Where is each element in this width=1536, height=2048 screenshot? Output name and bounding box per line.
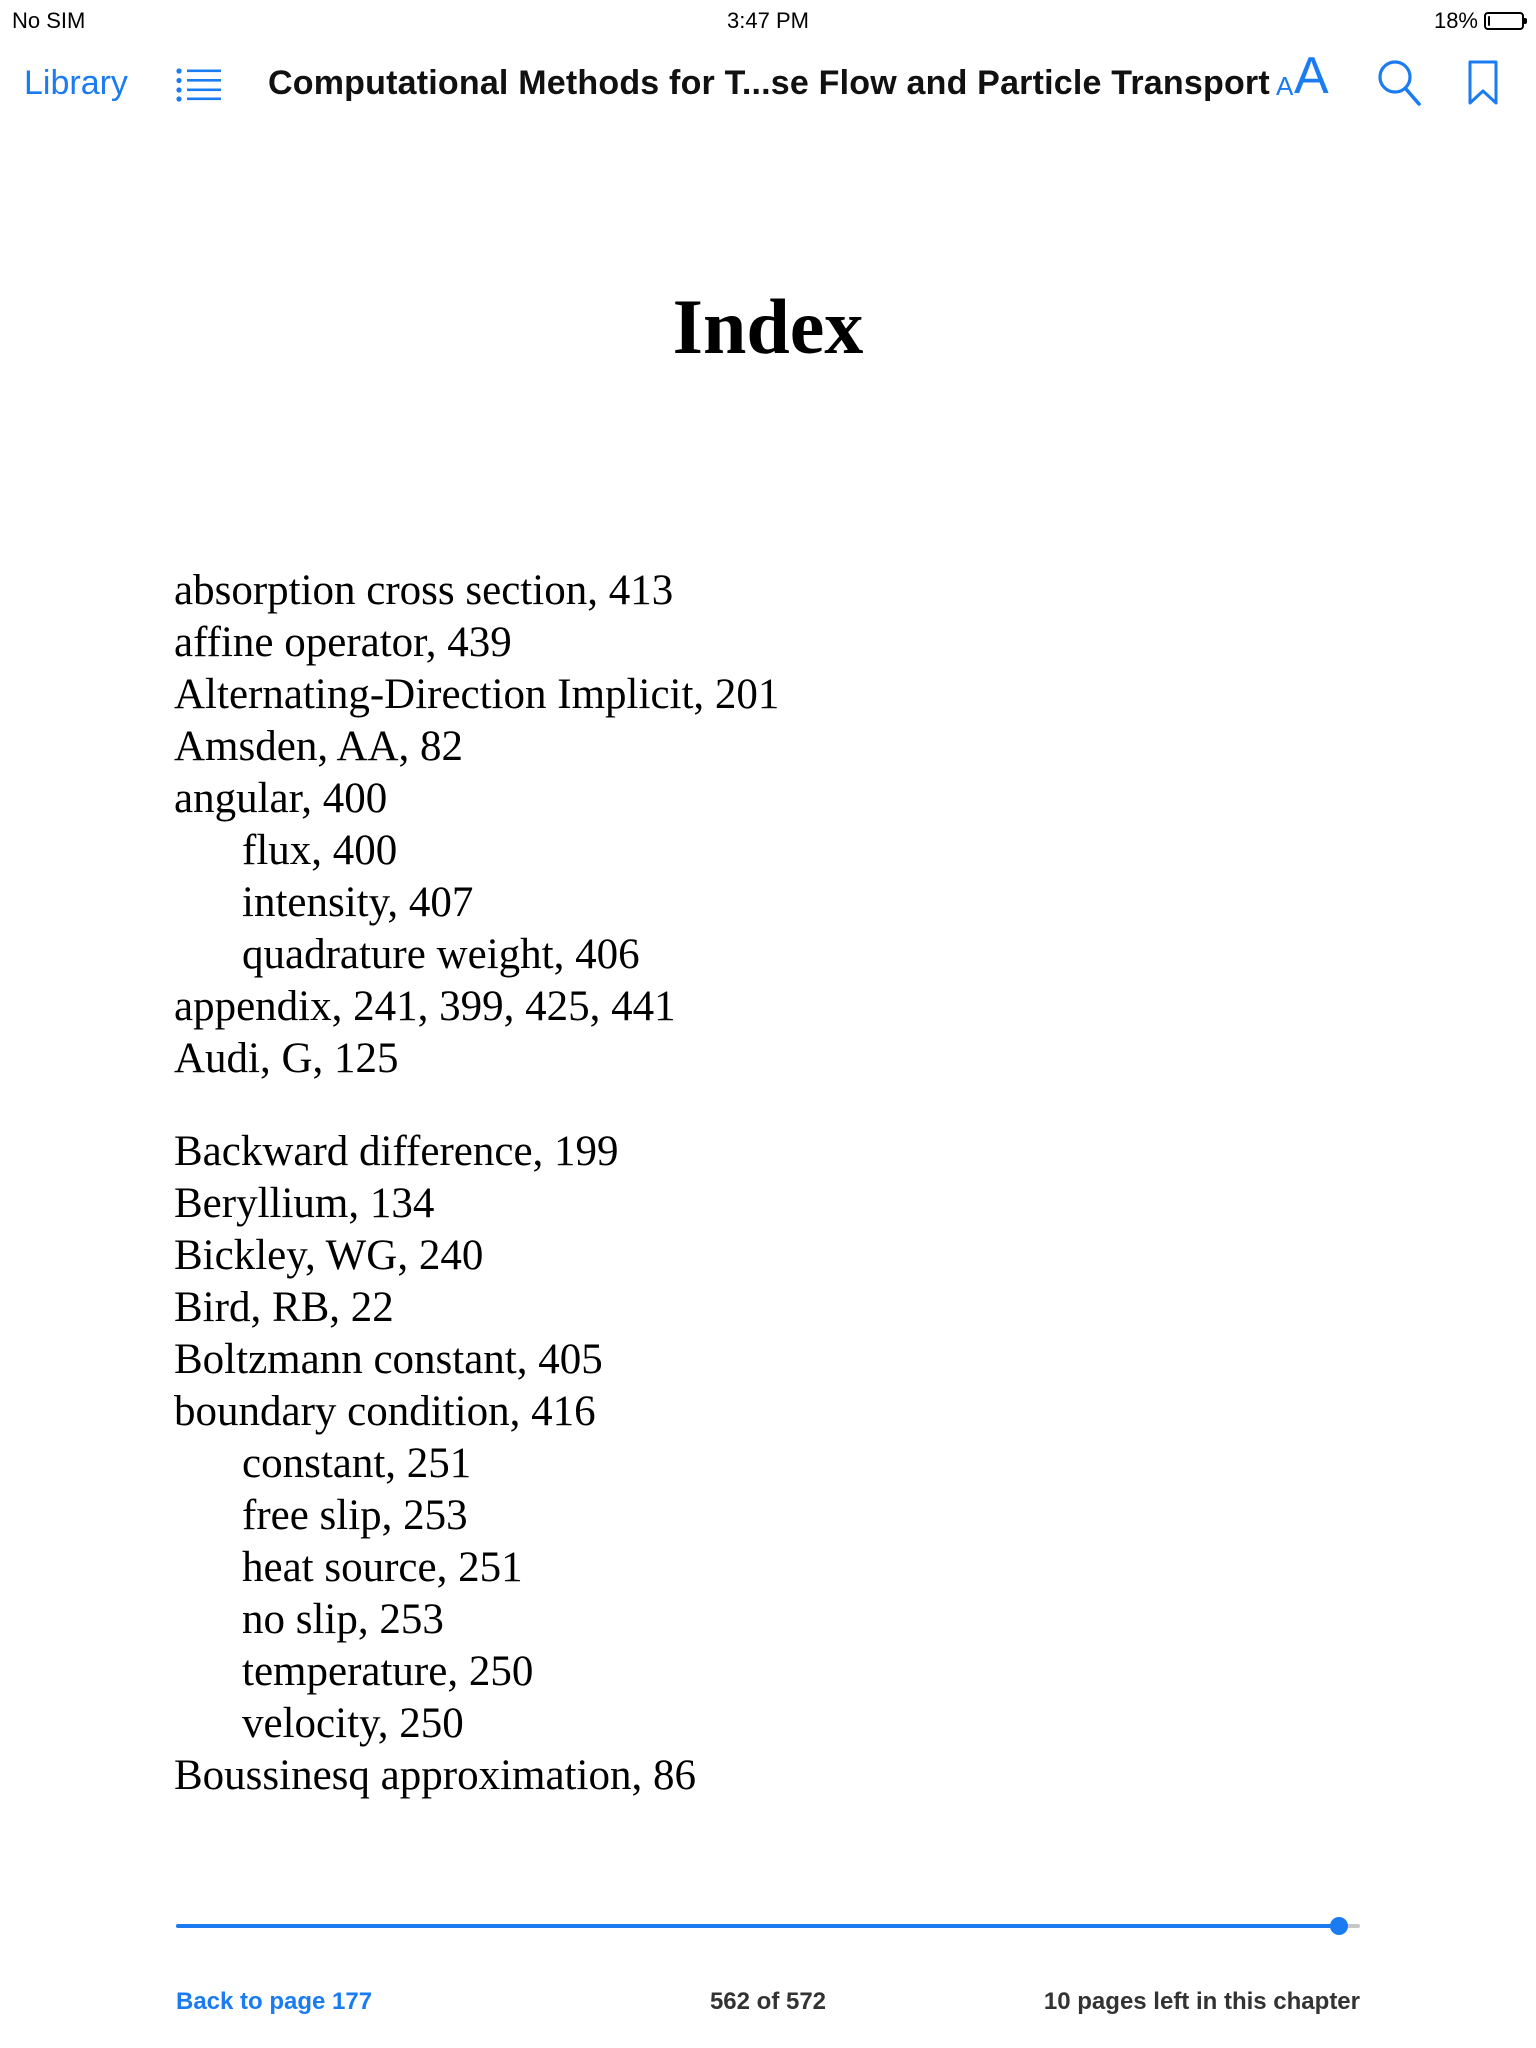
index-subentry: free slip, 253 [242,1492,468,1539]
page-scrubber[interactable] [176,1924,1360,1928]
index-entry: angular, 400 [174,775,388,822]
search-icon[interactable] [1376,58,1422,108]
section-gap [174,1085,1374,1126]
index-subentry: temperature, 250 [242,1648,534,1695]
index-list [174,565,1374,1802]
index-entry: Beryllium, 134 [174,1180,435,1227]
index-subentry: velocity, 250 [242,1700,464,1747]
page-heading: Index [672,283,864,370]
font-large-icon: A [1294,47,1329,105]
battery-fill [1488,16,1490,26]
page-counter: 562 of 572 [709,1988,827,2015]
font-size-button[interactable] [1276,47,1336,108]
index-subentry: no slip, 253 [242,1596,444,1643]
index-entry: appendix, 241, 399, 425, 441 [174,983,676,1030]
status-bar [0,0,1536,40]
battery-icon [1484,12,1524,30]
index-entry: absorption cross section, 413 [174,567,674,614]
reader-footer [0,1988,1536,2024]
carrier-label: No SIM [12,8,86,33]
pages-left-label: 10 pages left in this chapter [1043,1988,1360,2015]
index-subentry: quadrature weight, 406 [242,931,640,978]
index-subentry: heat source, 251 [242,1544,523,1591]
list-icon[interactable] [176,68,222,102]
progress-fill [176,1924,1339,1928]
index-entry: affine operator, 439 [174,619,512,666]
index-entry: Audi, G, 125 [174,1035,399,1082]
reader-toolbar [0,40,1536,130]
library-button[interactable]: Library [24,64,128,102]
bookmark-icon[interactable] [1466,60,1500,106]
back-to-page-button[interactable]: Back to page 177 [176,1988,373,2015]
index-entry: Amsden, AA, 82 [174,723,464,770]
index-entry: boundary condition, 416 [174,1388,596,1435]
index-entry: Backward difference, 199 [174,1128,619,1175]
font-small-icon: A [1276,71,1294,101]
battery-percent: 18% [1433,8,1478,33]
index-entry: Bickley, WG, 240 [174,1232,484,1279]
index-entry: Boussinesq approximation, 86 [174,1752,696,1799]
index-subentry: constant, 251 [242,1440,472,1487]
index-entry: Alternating-Direction Implicit, 201 [174,671,780,718]
index-entry: Bird, RB, 22 [174,1284,394,1331]
index-entry: Boltzmann constant, 405 [174,1336,603,1383]
index-subentry: intensity, 407 [242,879,474,926]
scrubber-handle[interactable] [1330,1917,1348,1935]
index-subentry: flux, 400 [242,827,398,874]
clock: 3:47 PM [727,8,809,33]
battery-status [1434,8,1524,34]
book-title: Computational Methods for T...se Flow and Particle Transport [268,64,1270,102]
